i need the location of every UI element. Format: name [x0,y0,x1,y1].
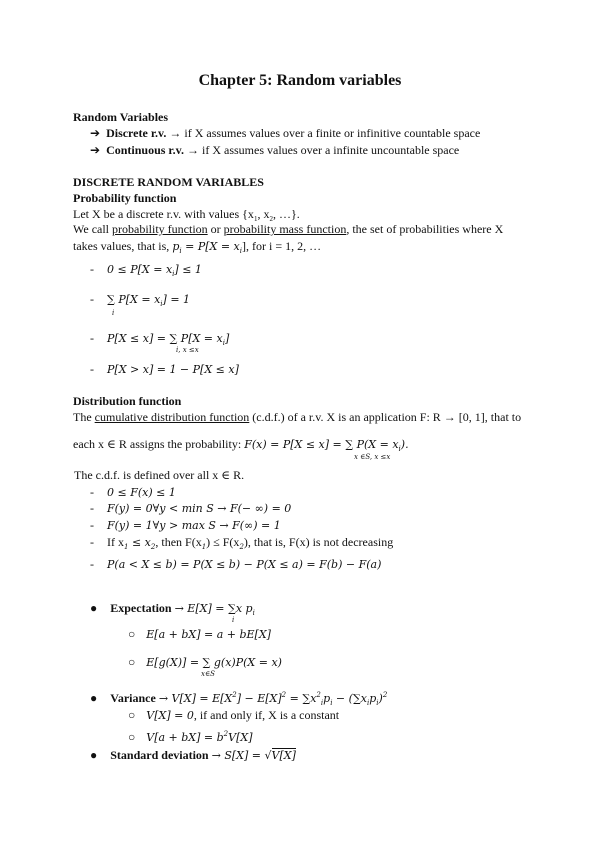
text: , if and only if, X is a constant [193,708,340,722]
dash: - [90,518,94,532]
sd-label: Standard deviation [110,748,209,762]
text: ), that is, F(x) is not decreasing [243,535,394,549]
text: ], for i = 1, 2, … [242,239,322,253]
subscript: i [160,300,163,308]
dash: - [90,362,94,376]
dash: - [90,557,94,571]
subscript: i [222,339,225,347]
discrete-text: → if X assumes values over a finite or infinitive countable space [169,126,481,140]
rv-item-discrete [90,126,480,140]
subscript: 1 [124,543,129,551]
page-title: Chapter 5: Random variables [198,72,402,89]
pf-prop-3 [90,331,229,350]
exp-prop-2 [128,655,282,670]
math: p [172,240,180,253]
sd-item [90,748,296,763]
subscript: i [239,247,243,255]
math: V[a + bX] = b [146,731,224,744]
text: We call [73,222,113,236]
expectation-label: Expectation [110,601,172,615]
pf-line-1-a: Let X be a discrete r.v. with values {x [73,207,254,221]
text: , then F(x [155,535,202,549]
circle-icon: ○ [128,655,136,669]
pf-line-3 [73,239,321,258]
math: F(x) = P[X ≤ x] = ∑ P(X = x [244,438,399,451]
math: ) [378,692,383,705]
math: F(y) = 1∀y > max S → F(∞) = 1 [107,519,281,532]
math: ] − E[X] [236,692,282,705]
subscript: 2 [239,543,244,551]
arrow-icon: ➔ [90,126,101,140]
sum-index: x∈S [201,670,215,678]
radicand: V[X] [271,749,296,762]
math: → S[X] = √ [211,749,272,762]
circle-icon: ○ [128,708,136,722]
exp-prop-1 [128,627,271,642]
discrete-heading: DISCRETE RANDOM VARIABLES [73,175,264,189]
text: , the set of probabilities where X [346,222,504,236]
text: (c.d.f.) of a r.v. X is an application F: R → [0, 1], that to [249,410,522,424]
math: → V[X] = E[X [158,692,233,705]
subscript: 1 [253,215,258,223]
subscript: i [320,699,324,707]
pf-term: probability function [112,222,208,236]
pf-prop-4 [90,362,239,377]
math: ] ≤ 1 [174,263,202,276]
math: 0 ≤ P[X = x [107,263,173,276]
math: ] = 1 [162,293,191,306]
math: P[X ≤ x] = ∑ P[X = x [107,332,223,345]
text: ) ≤ F(x [206,535,240,549]
df-line-1 [73,410,521,424]
math: p [323,692,331,705]
rv-item-continuous [90,143,459,157]
math: 0 ≤ F(x) ≤ 1 [107,486,176,499]
math: P[X > x] = 1 − P[X ≤ x] [107,363,239,376]
dash: - [90,292,94,306]
math: ). [400,438,409,451]
subscript: 2 [269,215,273,223]
pmf-term: probability mass function [223,222,347,236]
superscript: 2 [382,691,388,699]
subscript: i [330,699,333,707]
subscript: i [179,247,182,255]
df-prop-4 [90,535,393,554]
variance-item [90,688,387,710]
pf-heading: Probability function [73,191,177,205]
pf-prop-2 [90,292,190,311]
df-prop-2 [90,501,291,516]
continuous-term: Continuous r.v. [106,143,184,157]
math: F(y) = 0∀y < min S → F(− ∞) = 0 [107,502,292,515]
circle-icon: ○ [128,627,136,641]
text: If x [107,535,124,549]
dash: - [90,535,94,549]
subscript: i [376,699,379,707]
circle-icon: ○ [128,730,136,744]
bullet-icon: ● [90,601,98,615]
dash: - [90,262,94,276]
math: E[g(X)] = ∑ g(x)P(X = x) [146,656,282,669]
subscript: 2 [150,543,156,551]
subscript: i [398,445,401,453]
subscript: i [367,699,370,707]
math: E[a + bX] = a + bE[X] [146,628,271,641]
text: The [73,410,95,424]
discrete-term: Discrete r.v. [106,126,167,140]
superscript: 2 [316,691,321,699]
text: or [207,222,224,236]
sum-index: i [112,309,115,317]
subscript: i [252,609,255,617]
df-line-3: The c.d.f. is defined over all x ∈ R. [74,468,245,482]
subscript: i [172,270,175,278]
var-prop-1 [128,708,339,723]
expectation-item [90,601,255,620]
df-prop-1 [90,485,176,500]
math: p [369,692,377,705]
dash: - [90,485,94,499]
math: P(a < X ≤ b) = P(X ≤ b) − P(X ≤ a) = F(b) − F(a) [107,558,382,571]
pf-line-1-b: , x [257,207,270,221]
pf-line-1-c: , …}. [272,207,300,221]
math: → E[X] = ∑x p [174,602,253,615]
math: ] [224,332,230,345]
df-prop-3 [90,518,281,533]
sum-index: i [232,616,235,624]
math: = ∑x [286,692,317,705]
variance-label: Variance [110,691,156,705]
rv-heading: Random Variables [73,110,169,124]
continuous-text: → if X assumes values over a infinite uncountable space [187,143,460,157]
var-prop-2 [128,727,253,745]
dash: - [90,501,94,515]
bullet-icon: ● [90,691,98,705]
dash: - [90,331,94,345]
bullet-icon: ● [90,748,98,762]
text: takes values, that is, [73,239,173,253]
pf-line-2 [73,222,503,236]
text: each x ∈ R assigns the probability: [73,437,245,451]
superscript: 2 [232,691,237,699]
df-heading: Distribution function [73,394,182,408]
subscript: 1 [201,543,207,551]
superscript: 2 [223,730,229,738]
math: V[X] [228,731,253,744]
math: − (∑x [332,692,367,705]
pf-prop-1 [90,262,202,281]
math: = P[X = x [181,240,240,253]
df-prop-5 [90,557,381,572]
sum-index: i, x ≤x [176,346,199,354]
arrow-icon: ➔ [90,143,101,157]
math: V[X] = 0 [146,709,194,722]
cdf-term: cumulative distribution function [94,410,250,424]
superscript: 2 [281,691,287,699]
math: ≤ x [128,536,151,549]
sum-index: x ∈S, x ≤x [354,453,391,461]
math: ∑ P[X = x [107,293,161,306]
